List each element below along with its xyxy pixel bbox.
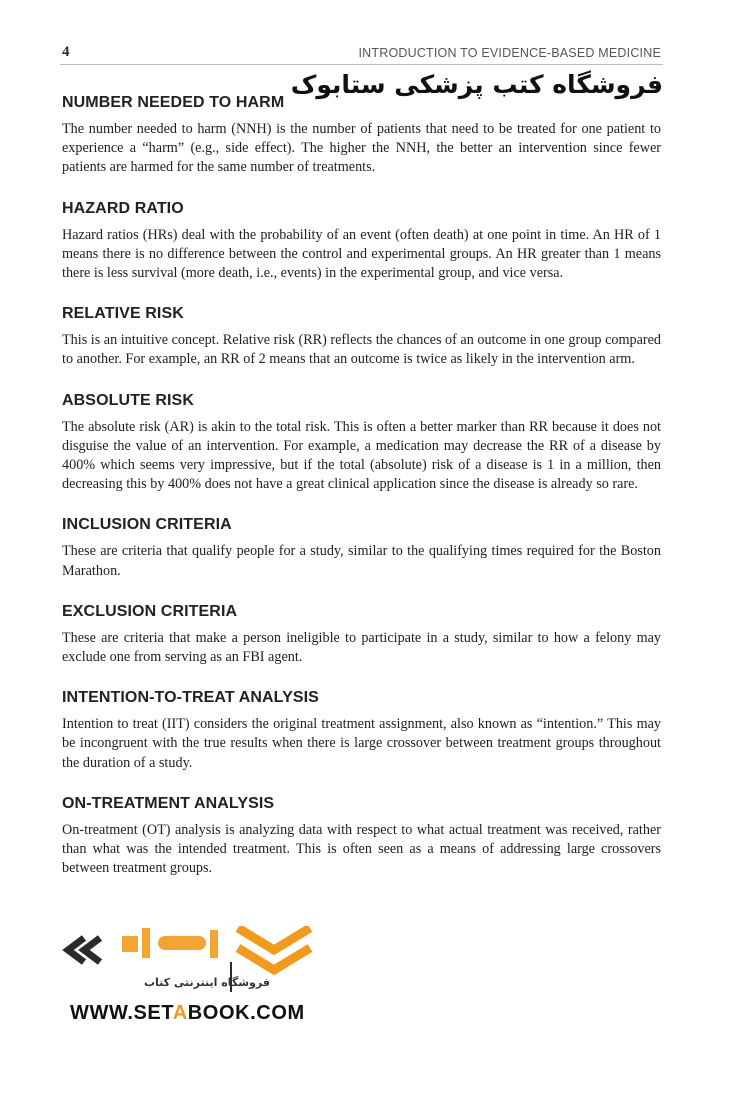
header-rule [60, 64, 663, 65]
url-suffix: BOOK.COM [187, 1002, 305, 1024]
section-heading: ON-TREATMENT ANALYSIS [62, 794, 275, 812]
section-heading: HAZARD RATIO [62, 199, 184, 217]
section-body: These are criteria that make a person ineligible to participate in a study, similar to how a felony may exclude one from serving as an FBI agent. [62, 629, 661, 666]
section-body: This is an intuitive concept. Relative risk (RR) reflects the chances of an outcome in one group compared to another. For example, an RR of 2 means that an outcome is twice as likely in the intervention arm. [62, 332, 661, 368]
watermark-persian-title: فروشگاه کتب پزشکی ستابوک [290, 70, 663, 99]
section-hazard-ratio [62, 200, 661, 284]
section-heading: INTENTION-TO-TREAT ANALYSIS [62, 689, 319, 707]
website-url[interactable] [70, 1002, 305, 1025]
section-body: The absolute risk (AR) is akin to the total risk. This is often a better marker than RR because it does not disguise the value of an intervention. For example, a medication may decrease the RR of a disease by 400% which seems very impressive, but if the total (absolute) risk of a disease is 1 in a million, then decreasing this by 400% does not have a great clinical application since the disease is already so rare. [62, 418, 661, 493]
section-heading: INCLUSION CRITERIA [62, 516, 232, 534]
section-inclusion-criteria [62, 516, 661, 580]
page-number: 4 [62, 44, 70, 60]
running-head: INTRODUCTION TO EVIDENCE-BASED MEDICINE [358, 46, 661, 60]
section-intention-to-treat [62, 689, 661, 773]
setabook-logo [62, 926, 314, 1000]
url-prefix: WWW.SET [70, 1002, 173, 1024]
section-heading: ABSOLUTE RISK [62, 391, 194, 409]
section-exclusion-criteria [62, 603, 661, 667]
section-relative-risk [62, 305, 661, 369]
section-body: On-treatment (OT) analysis is analyzing data with respect to what actual treatment was received, rather than what was the intended treatment. This is often seen as a means of addressing large crossovers between treatment groups. [62, 821, 661, 877]
url-accent: A [172, 1002, 188, 1024]
section-heading: RELATIVE RISK [62, 305, 184, 323]
section-body: These are criteria that qualify people for a study, similar to the qualifying times required for the Boston Marathon. [62, 543, 661, 579]
section-heading: EXCLUSION CRITERIA [62, 602, 238, 620]
logo-subtitle: فروشگاه اینترنتی کتاب [144, 976, 270, 989]
section-body: Hazard ratios (HRs) deal with the probability of an event (often death) at one point in time. An HR of 1 means there is no difference between the control and experimental groups. An HR greater than 1 means there is less survival (more death, i.e., events) in the experimental group, and vice versa. [62, 226, 661, 282]
main-content [62, 94, 661, 900]
section-heading: NUMBER NEEDED TO HARM [62, 94, 285, 111]
section-body: The number needed to harm (NNH) is the number of patients that need to be treated for one patient to experience a “harm” (e.g., side effect). The higher the NNH, the better an intervention since fewer patients are harmed for the same number of treatments. [62, 121, 661, 176]
section-absolute-risk [62, 392, 661, 495]
section-number-needed-to-harm [62, 94, 661, 178]
section-body: Intention to treat (IIT) considers the original treatment assignment, also known as “intention.” This may be incongruent with the true results when there is large crossover between treatment groups throughout the duration of a study. [62, 716, 661, 771]
section-on-treatment-analysis [62, 795, 661, 879]
